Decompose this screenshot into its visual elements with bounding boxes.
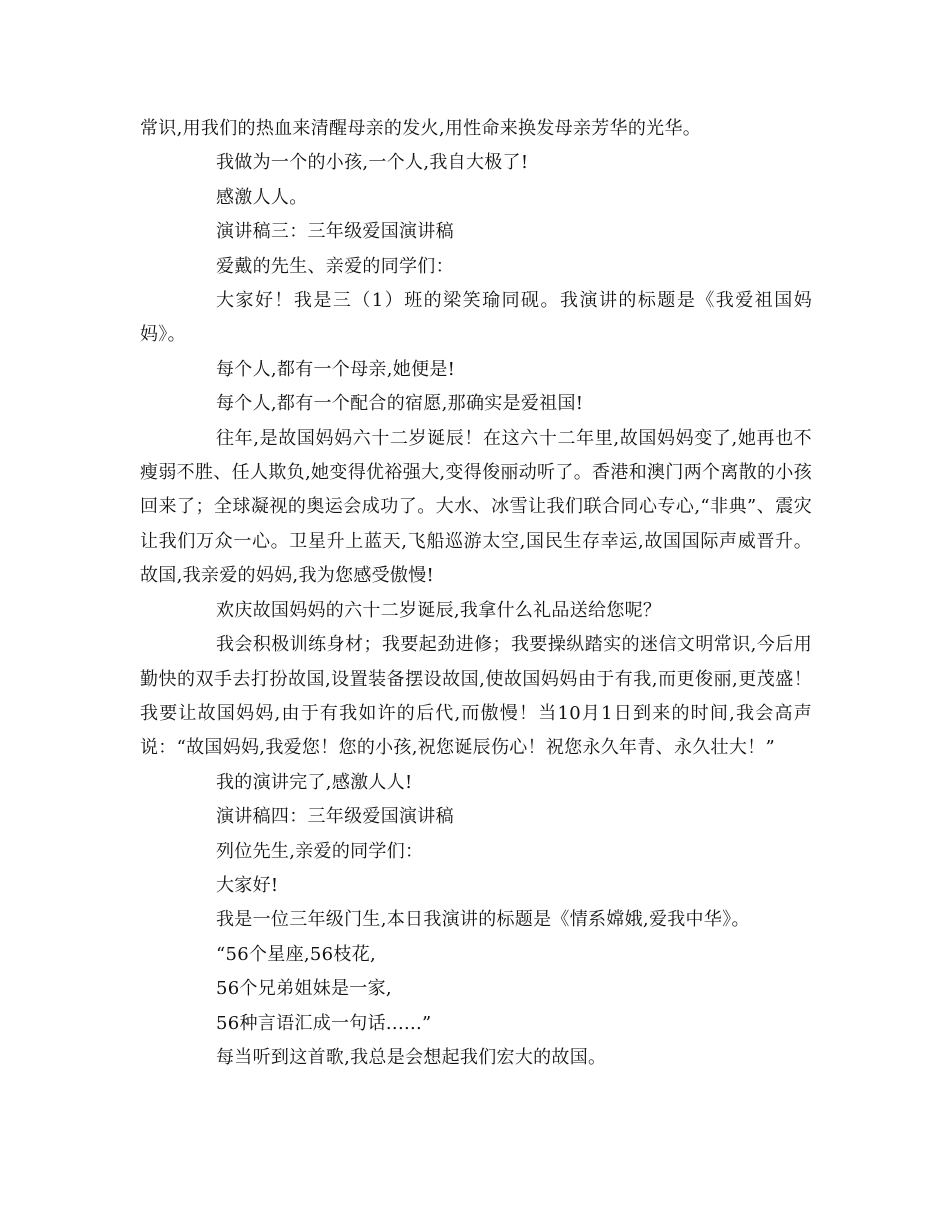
paragraph: 每当听到这首歌,我总是会想起我们宏大的故国。	[216, 1046, 607, 1068]
paragraph: 演讲稿四：三年级爱国演讲稿	[216, 806, 454, 828]
paragraph: 我是一位三年级门生,本日我演讲的标题是《情系嫦娥,爱我中华》。	[216, 909, 750, 931]
paragraph: 演讲稿三：三年级爱国演讲稿	[216, 221, 454, 243]
paragraph: 常识,用我们的热血来清醒母亲的发火,用性命来换发母亲芳华的光华。	[140, 118, 702, 139]
paragraph: 大家好!	[216, 874, 279, 896]
paragraph: 大家好！我是三（1）班的梁笑瑜同砚。我演讲的标题是《我爱祖国妈妈》。	[140, 290, 812, 346]
document-body	[140, 112, 812, 1075]
paragraph: 感激人人。	[216, 186, 308, 208]
paragraph: 我会积极训练身材；我要起劲进修；我要操纵踏实的迷信文明常识,今后用勤快的双手去打扮故国,设置装备摆设故国,使故国妈妈由于有我,而更俊丽,更茂盛！我要让故国妈妈,由于有我如许的后代,而傲慢！当10月1日到来的时间,我会高声说：“故国妈妈,我爱您！您的小孩,祝您诞辰伤心！祝您永久年青、永久壮大！”	[140, 634, 812, 759]
paragraph: 56种言语汇成一句话......”	[216, 1012, 432, 1034]
paragraph: 56个兄弟姐妹是一家,	[216, 978, 392, 1000]
paragraph: 欢庆故国妈妈的六十二岁诞辰,我拿什么礼品送给您呢？	[216, 599, 662, 621]
paragraph: 每个人,都有一个母亲,她便是!	[216, 358, 456, 380]
paragraph: “56个星座,56枝花,	[216, 943, 377, 965]
paragraph: 我做为一个的小孩,一个人,我自大极了!	[216, 152, 529, 174]
paragraph: 我的演讲完了,感激人人!	[216, 771, 413, 793]
paragraph: 列位先生,亲爱的同学们：	[216, 840, 424, 862]
paragraph: 每个人,都有一个配合的宿愿,那确实是爱祖国!	[216, 393, 584, 415]
paragraph: 爱戴的先生、亲爱的同学们：	[216, 255, 454, 277]
paragraph: 往年,是故国妈妈六十二岁诞辰！在这六十二年里,故国妈妈变了,她再也不瘦弱不胜、任人欺负,她变得优裕强大,变得俊丽动听了。香港和澳门两个离散的小孩回来了；全球凝视的奥运会成功了。大水、冰雪让我们联合同心专心,“非典”、震灾让我们万众一心。卫星升上蓝天,飞船巡游太空,国民生存幸运,故国国际声威晋升。故国,我亲爱的妈妈,我为您感受傲慢!	[140, 427, 812, 587]
